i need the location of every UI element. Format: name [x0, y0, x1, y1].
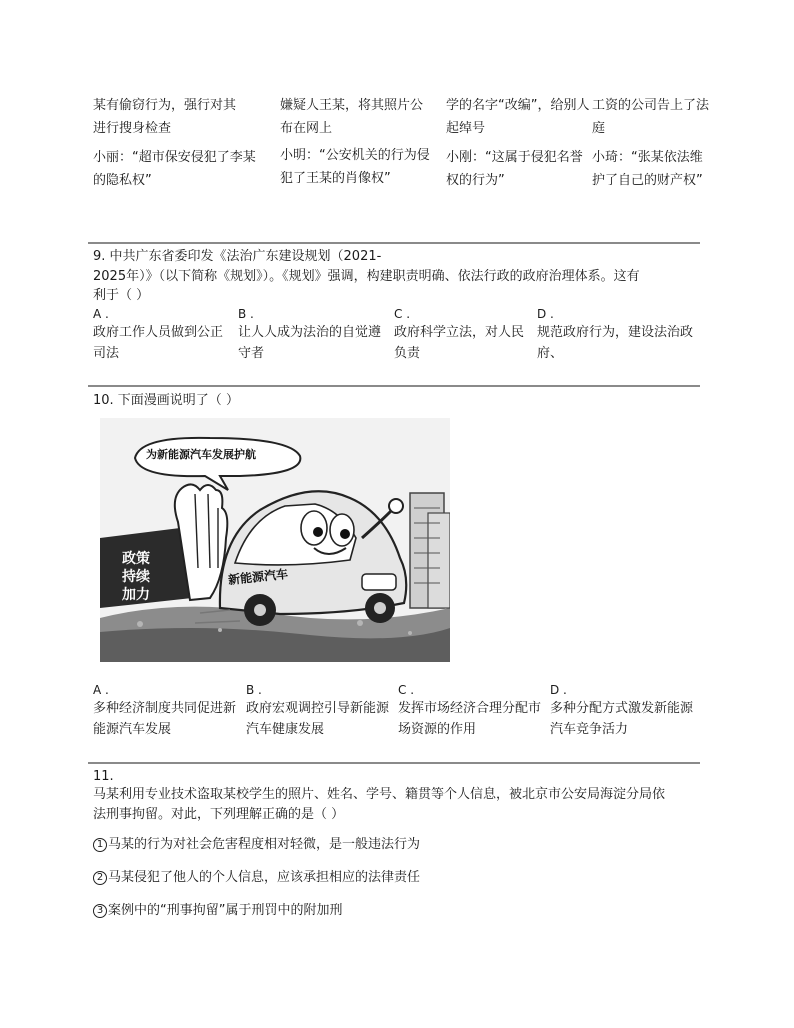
q8-cell-2-1: 小丽：“超市保安侵犯了李某的隐私权”: [93, 150, 256, 188]
option-text: 政府科学立法，对人民负责: [394, 325, 525, 361]
divider-q9: [88, 242, 700, 244]
option-text: 发挥市场经济合理分配市场资源的作用: [398, 701, 542, 737]
divider-q10: [88, 385, 700, 387]
option-text: 政府宏观调控引导新能源汽车健康发展: [246, 701, 390, 737]
q11-item-3: [93, 900, 342, 922]
q9-option-a[interactable]: [93, 306, 235, 364]
q10-option-d[interactable]: [550, 682, 702, 740]
divider-q11: [88, 762, 700, 764]
item-text: 马某的行为对社会危害程度相对轻微，是一般违法行为: [108, 837, 421, 852]
q10-stem: 10. 下面漫画说明了（ ）: [93, 393, 239, 408]
option-text: 政府工作人员做到公正司法: [93, 325, 224, 361]
circled-number: 3: [93, 904, 107, 918]
q8-cell-1-2: 嫌疑人王某，将其照片公布在网上: [280, 98, 424, 136]
q9-stem-line3: 利于（ ）: [93, 288, 150, 303]
q11-stem-line2: 法刑事拘留。对此，下列理解正确的是（ ）: [93, 807, 345, 822]
q9-stem-line2: 2025年）》（以下简称《规划》）。《规划》强调，构建职责明确、依法行政的政府治理体系。这有: [93, 269, 640, 284]
circled-number: 2: [93, 871, 107, 885]
cartoon-sleeve-text: [108, 550, 164, 604]
option-text: 多种分配方式激发新能源汽车竞争活力: [550, 701, 694, 737]
option-letter: A .: [93, 307, 109, 321]
option-text: 规范政府行为，建设法治政府、: [537, 325, 694, 361]
q11-item-2: [93, 867, 420, 889]
q8-cell-2-2: 小明：“公安机关的行为侵犯了王某的肖像权”: [280, 148, 430, 186]
q11-item-1: [93, 834, 420, 856]
q8-cell-2-3: 小刚：“这属于侵犯名誉权的行为”: [446, 150, 583, 188]
q9-option-b[interactable]: [238, 306, 388, 364]
option-text: 多种经济制度共同促进新能源汽车发展: [93, 701, 237, 737]
cartoon-car-label: 新能源汽车: [227, 566, 289, 588]
q8-cell-1-1: 某有偷窃行为，强行对其进行搜身检查: [93, 98, 237, 136]
q8-cell-2-4: 小琦：“张某依法维护了自己的财产权”: [592, 150, 703, 188]
q9-option-d[interactable]: [537, 306, 702, 364]
q9-stem-line1: 9. 中共广东省委印发《法治广东建设规划（2021-: [93, 249, 382, 264]
option-letter: D .: [537, 307, 554, 321]
item-text: 案例中的“刑事拘留”属于刑罚中的附加刑: [108, 903, 343, 918]
q10-option-c[interactable]: [398, 682, 548, 740]
cartoon-image: [100, 418, 450, 662]
option-letter: C .: [394, 307, 411, 321]
sleeve-line-2: 持续: [122, 569, 150, 585]
option-text: 让人人成为法治的自觉遵守者: [238, 325, 382, 361]
q10-option-b[interactable]: [246, 682, 396, 740]
cartoon-bubble-text: 为新能源汽车发展护航: [146, 448, 256, 461]
item-text: 马某侵犯了他人的个人信息，应该承担相应的法律责任: [108, 870, 421, 885]
q11-stem-line1: 马某利用专业技术盗取某校学生的照片、姓名、学号、籍贯等个人信息，被北京市公安局海淀分局依: [93, 787, 666, 802]
q11-number: 11.: [93, 769, 114, 784]
option-letter: D .: [550, 683, 567, 697]
q9-option-c[interactable]: [394, 306, 534, 364]
q10-option-a[interactable]: [93, 682, 243, 740]
circled-number: 1: [93, 838, 107, 852]
q8-cell-1-4: 工资的公司告上了法庭: [592, 98, 710, 136]
q8-cell-1-3: 学的名字“改编”，给别人起绰号: [446, 98, 590, 136]
option-letter: B .: [246, 683, 262, 697]
option-letter: B .: [238, 307, 254, 321]
option-letter: A .: [93, 683, 109, 697]
sleeve-line-3: 加力: [122, 587, 150, 603]
option-letter: C .: [398, 683, 415, 697]
sleeve-line-1: 政策: [122, 551, 150, 567]
